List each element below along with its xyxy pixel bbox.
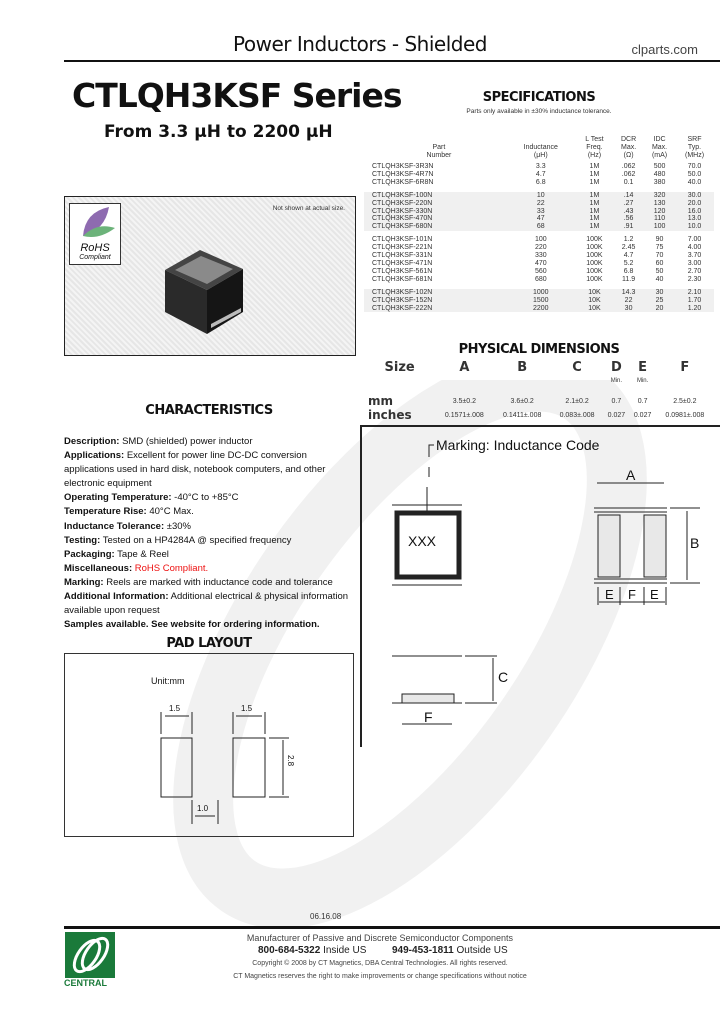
spec-cell: 16.0 bbox=[675, 208, 714, 216]
spec-cell: 10.0 bbox=[675, 223, 714, 231]
dimension-cell: Min. bbox=[610, 378, 623, 384]
dim-label-f: F bbox=[628, 587, 636, 602]
spec-row bbox=[364, 305, 714, 313]
spec-cell: CTLQH3KSF-222N bbox=[364, 305, 506, 313]
spec-cell: CTLQH3KSF-220N bbox=[364, 200, 506, 208]
spec-cell: 3.70 bbox=[687, 252, 702, 260]
spec-cell: 50 bbox=[655, 267, 664, 275]
dimension-cell: 3.5±0.2 bbox=[452, 397, 477, 405]
spec-row bbox=[364, 171, 714, 179]
spec-cell: CTLQH3KSF-330N bbox=[364, 208, 506, 216]
spec-cell: CTLQH3KSF-680N bbox=[364, 223, 506, 231]
spec-cell: 100 bbox=[644, 223, 675, 231]
spec-cell: 30 bbox=[613, 305, 644, 313]
spec-cell: 1500 bbox=[506, 297, 576, 305]
spec-row bbox=[364, 260, 714, 268]
spec-cell: 6.8 bbox=[623, 267, 634, 275]
characteristics-title: CHARACTERISTICS bbox=[145, 403, 273, 418]
spec-cell: 30 bbox=[644, 289, 675, 297]
spec-cell: 22 bbox=[613, 297, 644, 305]
spec-cell: .14 bbox=[613, 192, 644, 200]
spec-cell: 470 bbox=[534, 259, 547, 267]
spec-cell: CTLQH3KSF-152N bbox=[364, 297, 506, 305]
dimension-cell: E bbox=[638, 360, 648, 375]
spec-cell: 320 bbox=[644, 192, 675, 200]
size-note: Not shown at actual size. bbox=[272, 205, 345, 212]
char-item: Temperature Rise: 40°C Max. bbox=[64, 506, 194, 518]
spec-column-header: Inductance (μH) bbox=[523, 144, 558, 159]
footer-phone-inside: 800-684-5322 Inside US bbox=[258, 945, 367, 956]
dimension-cell: D bbox=[610, 360, 622, 375]
product-photo bbox=[64, 196, 356, 356]
spec-cell: 1M bbox=[576, 215, 613, 223]
pad-gap-label: 1.0 bbox=[197, 804, 209, 813]
footer-rule bbox=[64, 926, 720, 929]
spec-cell: 40.0 bbox=[687, 178, 702, 186]
spec-cell: 2.30 bbox=[687, 275, 702, 283]
spec-cell: 40 bbox=[655, 275, 664, 283]
spec-cell: CTLQH3KSF-221N bbox=[372, 244, 433, 252]
spec-cell: .062 bbox=[621, 163, 636, 170]
spec-row bbox=[364, 223, 714, 231]
char-item: Miscellaneous: RoHS Compliant. bbox=[64, 562, 209, 574]
dimension-cell: 2.1±0.2 bbox=[565, 397, 589, 405]
spec-cell: .27 bbox=[613, 200, 644, 208]
char-item: Operating Temperature: -40°C to +85°C bbox=[64, 492, 239, 504]
spec-cell: 1M bbox=[576, 208, 613, 216]
pad-layout-title: PAD LAYOUT bbox=[166, 636, 252, 651]
spec-cell: 1M bbox=[589, 163, 600, 170]
spec-cell: 6.8 bbox=[535, 178, 546, 186]
dimension-cell: 0.027 bbox=[633, 411, 652, 419]
dim-label-e: E bbox=[605, 587, 614, 602]
spec-cell: CTLQH3KSF-102N bbox=[364, 289, 506, 297]
pad-drawing bbox=[65, 654, 353, 836]
dimension-cell bbox=[493, 378, 550, 394]
spec-cell: 130 bbox=[644, 200, 675, 208]
spec-cell: 47 bbox=[506, 215, 576, 223]
dimension-cell: inches bbox=[368, 408, 412, 422]
spec-cell: 220 bbox=[534, 244, 547, 252]
spec-cell: CTLQH3KSF-3R3N bbox=[372, 163, 434, 170]
dimension-cell: B bbox=[517, 360, 528, 375]
spec-row bbox=[364, 289, 714, 297]
spec-cell: .91 bbox=[613, 223, 644, 231]
pad-height-label: 2.8 bbox=[286, 754, 296, 767]
spec-cell: 20 bbox=[644, 305, 675, 313]
spec-row bbox=[364, 276, 714, 284]
spec-cell: 120 bbox=[644, 208, 675, 216]
spec-cell: 2.10 bbox=[675, 289, 714, 297]
spec-cell: CTLQH3KSF-4R7N bbox=[372, 170, 434, 178]
series-range: From 3.3 μH to 2200 μH bbox=[104, 122, 333, 142]
dimensions-title: PHYSICAL DIMENSIONS bbox=[458, 342, 620, 357]
char-item: Packaging: Tape & Reel bbox=[64, 548, 169, 560]
dimension-cell: 0.7 bbox=[611, 397, 622, 405]
spec-cell: 20.0 bbox=[675, 200, 714, 208]
dimension-row bbox=[364, 394, 714, 408]
samples-note: Samples available. See website for ordering information. bbox=[64, 619, 320, 631]
spec-column-header: DCR Max. (Ω) bbox=[620, 136, 637, 159]
spec-cell: .56 bbox=[613, 215, 644, 223]
spec-row bbox=[364, 244, 714, 252]
spec-cell: 25 bbox=[644, 297, 675, 305]
spec-cell: 500 bbox=[653, 163, 666, 170]
tolerance-note: Parts only available in ±30% inductance tolerance. bbox=[466, 108, 612, 115]
spec-cell: 70.0 bbox=[687, 163, 702, 170]
char-item: Inductance Tolerance: ±30% bbox=[64, 520, 192, 532]
pad-width-label: 1.5 bbox=[169, 704, 181, 713]
spec-cell: 100 bbox=[534, 236, 547, 244]
dim-label-c: C bbox=[498, 669, 509, 685]
spec-column-header: L Test Freq. (Hz) bbox=[585, 136, 604, 159]
central-logo bbox=[65, 932, 115, 978]
logo-text: CENTRAL bbox=[64, 978, 107, 988]
specifications-title: SPECIFICATIONS bbox=[482, 90, 596, 105]
spec-cell: 50.0 bbox=[687, 170, 702, 178]
spec-cell: 110 bbox=[644, 215, 675, 223]
spec-cell: CTLQH3KSF-6R8N bbox=[372, 178, 434, 186]
series-title: CTLQH3KSF Series bbox=[72, 76, 402, 115]
spec-cell: 33 bbox=[506, 208, 576, 216]
spec-cell: 1M bbox=[576, 223, 613, 231]
spec-column-header: Part Number bbox=[426, 144, 452, 159]
char-item: Description: SMD (shielded) power inductor bbox=[64, 436, 253, 447]
spec-cell: 7.00 bbox=[687, 236, 702, 244]
spec-column-header: SRF Typ. (MHz) bbox=[684, 136, 705, 159]
spec-cell: 2.45 bbox=[621, 244, 636, 252]
header-rule bbox=[64, 60, 720, 62]
spec-cell: 0.1 bbox=[623, 178, 634, 186]
char-item: Applications: Excellent for power line DC-DC conversion applications used in hard disk, notebook computers, and other electronic equipment bbox=[64, 450, 326, 490]
spec-row bbox=[364, 208, 714, 216]
spec-cell: 11.9 bbox=[622, 275, 636, 283]
marking-label: Marking: Inductance Code bbox=[436, 437, 600, 453]
spec-row bbox=[364, 163, 714, 171]
spec-cell: 75 bbox=[655, 244, 664, 252]
spec-cell: 680 bbox=[534, 275, 547, 283]
specifications-table bbox=[364, 136, 714, 312]
dimension-cell: mm bbox=[368, 394, 394, 408]
dimension-cell: A bbox=[459, 360, 470, 375]
spec-cell: 1M bbox=[589, 178, 600, 186]
dimension-row bbox=[364, 378, 714, 394]
spec-cell: 330 bbox=[534, 252, 547, 260]
spec-cell: 90 bbox=[655, 236, 664, 244]
dimension-cell bbox=[364, 378, 435, 394]
char-item: Testing: Tested on a HP4284A @ specified frequency bbox=[64, 534, 292, 546]
spec-cell: 4.7 bbox=[535, 170, 546, 178]
dimension-cell bbox=[435, 378, 493, 394]
spec-cell: 2.70 bbox=[687, 267, 702, 275]
spec-cell: 68 bbox=[506, 223, 576, 231]
dimension-cell: 0.1571±.008 bbox=[444, 411, 484, 419]
dimension-row bbox=[364, 408, 714, 422]
dimension-cell: 2.5±0.2 bbox=[673, 397, 697, 405]
spec-cell: 1000 bbox=[506, 289, 576, 297]
spec-cell: 30.0 bbox=[675, 192, 714, 200]
spec-cell: 1.2 bbox=[623, 236, 634, 244]
spec-cell: .43 bbox=[613, 208, 644, 216]
dim-label-f: F bbox=[424, 709, 433, 725]
dimension-cell: 0.083±.008 bbox=[559, 411, 595, 419]
spec-cell: 10K bbox=[576, 289, 613, 297]
logo-rings-icon bbox=[65, 932, 115, 978]
spec-cell: 380 bbox=[653, 178, 666, 186]
spec-cell: 100K bbox=[586, 275, 603, 283]
spec-cell: CTLQH3KSF-331N bbox=[372, 252, 433, 260]
spec-cell: CTLQH3KSF-471N bbox=[372, 259, 433, 267]
dim-label-b: B bbox=[690, 535, 700, 551]
dimension-cell bbox=[551, 378, 603, 394]
spec-cell: 14.3 bbox=[613, 289, 644, 297]
dimension-cell: 0.7 bbox=[637, 397, 648, 405]
spec-cell: CTLQH3KSF-101N bbox=[372, 236, 433, 244]
dimension-cell: 0.0981±.008 bbox=[665, 411, 705, 419]
spec-cell: 100K bbox=[586, 259, 603, 267]
dimension-cell bbox=[656, 378, 714, 394]
spec-cell: 1M bbox=[576, 200, 613, 208]
footer-copyright: Copyright © 2008 by CT Magnetics, DBA Central Technologies. All rights reserved. bbox=[252, 960, 508, 967]
spec-cell: 3.00 bbox=[687, 259, 702, 267]
spec-cell: 1M bbox=[576, 192, 613, 200]
footer-notice: CT Magnetics reserves the right to make improvements or change specifications without notice bbox=[233, 973, 527, 980]
spec-cell: 2200 bbox=[506, 305, 576, 313]
footer-phone-outside: 949-453-1811 Outside US bbox=[392, 945, 508, 956]
spec-cell: 100K bbox=[586, 252, 603, 260]
spec-cell: 100K bbox=[586, 244, 603, 252]
leaf-icon bbox=[75, 204, 115, 238]
dim-label-e: E bbox=[650, 587, 659, 602]
dimension-cell: 3.6±0.2 bbox=[510, 397, 534, 405]
site-link[interactable]: clparts.com bbox=[631, 42, 698, 57]
spec-cell: CTLQH3KSF-561N bbox=[372, 267, 433, 275]
spec-column-header: IDC Max. (mA) bbox=[651, 136, 668, 159]
dimension-cell: 0.027 bbox=[607, 411, 626, 419]
spec-row bbox=[364, 215, 714, 223]
spec-cell: 10K bbox=[576, 305, 613, 313]
category-header: Power Inductors - Shielded bbox=[233, 32, 487, 56]
dimensions-table bbox=[364, 360, 714, 422]
rohs-badge: RoHS Compliant bbox=[69, 203, 121, 265]
spec-cell: 5.2 bbox=[623, 259, 634, 267]
spec-cell: .062 bbox=[621, 170, 636, 178]
spec-cell: 10 bbox=[506, 192, 576, 200]
spec-cell: 10K bbox=[576, 297, 613, 305]
spec-row bbox=[364, 192, 714, 200]
dimension-cell: C bbox=[572, 360, 582, 375]
spec-cell: CTLQH3KSF-100N bbox=[364, 192, 506, 200]
footer-tagline: Manufacturer of Passive and Discrete Semiconductor Components bbox=[246, 933, 514, 943]
characteristics-list bbox=[64, 435, 354, 632]
spec-cell: CTLQH3KSF-681N bbox=[372, 275, 433, 283]
char-item: Additional Information: Additional electrical & physical information available upon request bbox=[64, 591, 349, 617]
dimension-cell: F bbox=[680, 360, 690, 375]
dimension-cell: Size bbox=[384, 360, 415, 375]
marking-code: XXX bbox=[408, 533, 437, 549]
dimension-drawing bbox=[360, 425, 720, 747]
pad-width-label: 1.5 bbox=[241, 704, 253, 713]
spec-cell: 560 bbox=[534, 267, 547, 275]
spec-cell: 4.7 bbox=[623, 252, 634, 260]
pad-layout-diagram bbox=[64, 653, 354, 837]
spec-row bbox=[364, 252, 714, 260]
spec-row bbox=[364, 268, 714, 276]
spec-row bbox=[364, 297, 714, 305]
dimension-cell: Min. bbox=[636, 378, 649, 384]
spec-cell: 70 bbox=[655, 252, 664, 260]
spec-cell: 480 bbox=[653, 170, 666, 178]
char-item: Marking: Reels are marked with inductance code and tolerance bbox=[64, 576, 333, 588]
spec-cell: 22 bbox=[506, 200, 576, 208]
spec-cell: 13.0 bbox=[675, 215, 714, 223]
spec-cell: 4.00 bbox=[687, 244, 702, 252]
spec-cell: 1.70 bbox=[675, 297, 714, 305]
spec-row bbox=[364, 236, 714, 244]
revision-date: 06.16.08 bbox=[310, 912, 342, 921]
outline-drawing bbox=[362, 427, 720, 745]
dimension-row bbox=[364, 360, 714, 378]
spec-cell: 1.20 bbox=[675, 305, 714, 313]
spec-row bbox=[364, 179, 714, 187]
spec-cell: 60 bbox=[655, 259, 664, 267]
unit-label: Unit:mm bbox=[151, 676, 185, 686]
spec-row bbox=[364, 200, 714, 208]
spec-cell: CTLQH3KSF-470N bbox=[364, 215, 506, 223]
dimension-cell: 0.1411±.008 bbox=[503, 411, 542, 419]
inductor-image bbox=[155, 242, 255, 342]
dim-label-a: A bbox=[626, 467, 636, 483]
spec-cell: 3.3 bbox=[535, 163, 546, 170]
spec-cell: 100K bbox=[586, 236, 603, 244]
spec-cell: 1M bbox=[589, 170, 600, 178]
spec-cell: 100K bbox=[586, 267, 603, 275]
